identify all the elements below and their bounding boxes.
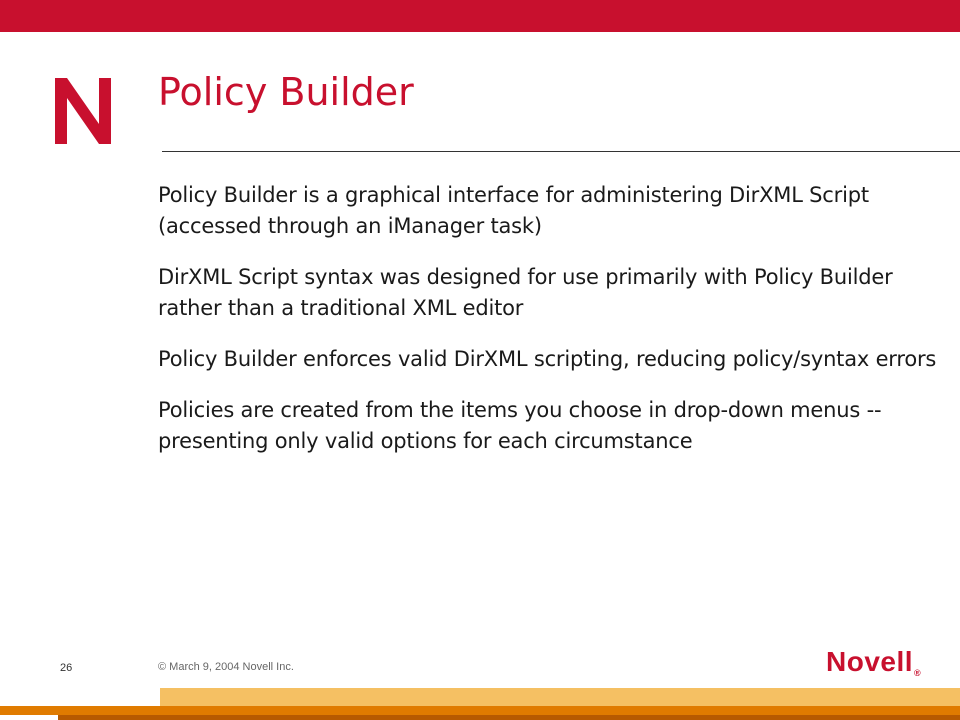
copyright-notice: © March 9, 2004 Novell Inc. <box>158 661 294 673</box>
novell-wordmark-logo <box>826 646 921 678</box>
bullet-list <box>158 180 938 477</box>
bullet-item: Policies are created from the items you choose in drop-down menus -- presenting only valid options for each circumstance <box>158 398 882 453</box>
bullet-item: Policy Builder enforces valid DirXML scripting, reducing policy/syntax errors <box>158 347 937 371</box>
footer-band-gap <box>0 715 58 720</box>
registered-mark: ® <box>914 668 922 678</box>
footer-band-orange <box>0 706 960 715</box>
footer-band-yellow <box>160 688 960 706</box>
bullet-item: DirXML Script syntax was designed for use primarily with Policy Builder rather than a traditional XML editor <box>158 265 893 320</box>
top-red-bar <box>0 0 960 32</box>
slide-title: Policy Builder <box>158 70 414 114</box>
page-number: 26 <box>60 662 73 674</box>
title-divider <box>162 151 960 152</box>
bullet-item: Policy Builder is a graphical interface for administering DirXML Script (accessed through an iManager task) <box>158 183 869 238</box>
novell-wordmark-text: Novell <box>826 646 914 677</box>
novell-n-logo-icon <box>55 78 111 144</box>
footer-band-dark <box>58 715 960 720</box>
